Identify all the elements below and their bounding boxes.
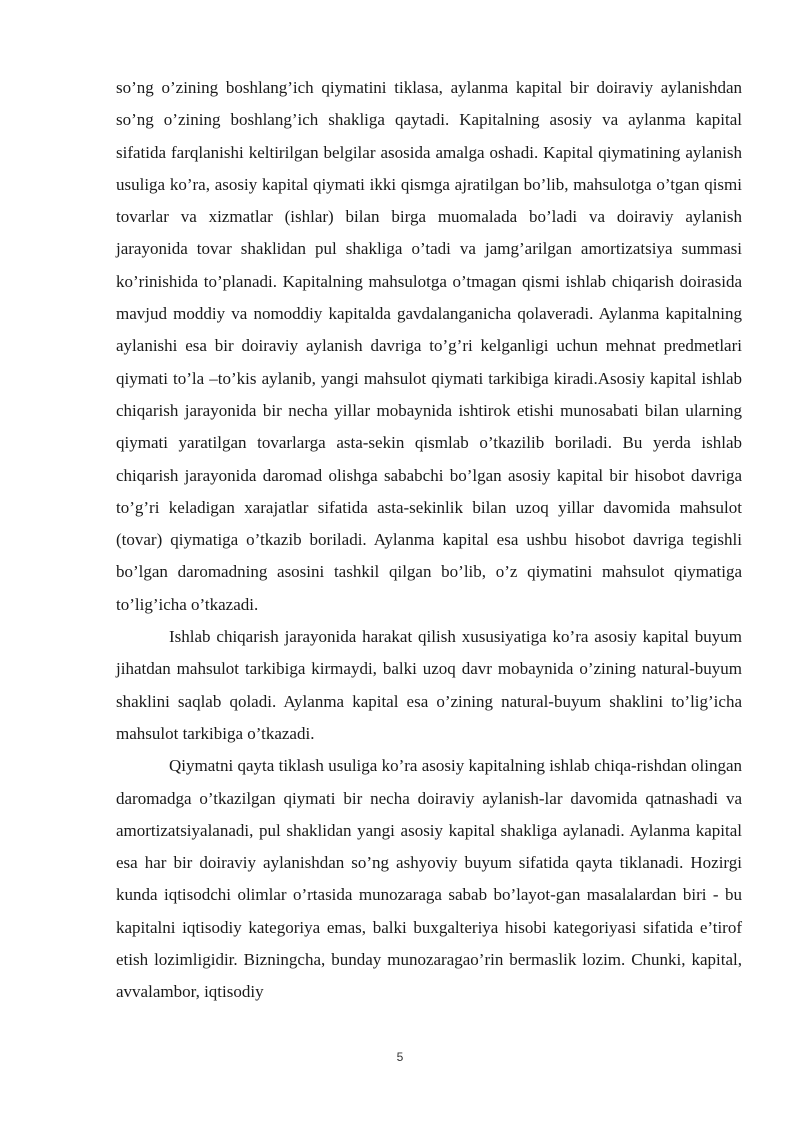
- body-text: [116, 72, 742, 1009]
- paragraph-1: so’ng o’zining boshlang’ich qiymatini tiklasa, aylanma kapital bir doiraviy aylanishdan so’ng o’zining boshlang’ich shakliga qaytadi. Kapitalning asosiy va aylanma kapital sifatida farqlanishi keltirilgan belgilar asosida amalga oshadi. Kapital qiymatining aylanish usuliga ko’ra, asosiy kapital qiymati ikki qismga ajratilgan bo’lib, mahsulotga o’tgan qismi tovarlar va xizmatlar (ishlar) bilan birga muomalada bo’ladi va doiraviy aylanish jarayonida tovar shaklidan pul shakliga o’tadi va jamg’arilgan amortizatsiya summasi ko’rinishida to’planadi. Kapitalning mahsulotga o’tmagan qismi ishlab chiqarish doirasida mavjud moddiy va nomoddiy kapitalda gavdalanganicha qolaveradi. Aylanma kapitalning aylanishi esa bir doiraviy aylanish davriga to’g’ri kelganligi uchun mehnat predmetlari qiymati to’la –to’kis aylanib, yangi mahsulot qiymati tarkibiga kiradi.Asosiy kapital ishlab chiqarish jarayonida bir necha yillar mobaynida ishtirok etishi munosabati bilan ularning qiymati yaratilgan tovarlarga asta-sekin qismlab o’tkazilib boriladi. Bu yerda ishlab chiqarish jarayonida daromad olishga sababchi bo’lgan asosiy kapital bir hisobot davriga to’g’ri keladigan xarajatlar sifatida asta-sekinlik bilan uzoq yillar davomida mahsulot (tovar) qiymatiga o’tkazib boriladi. Aylanma kapital esa ushbu hisobot davriga tegishli bo’lgan daromadning asosini tashkil qilgan bo’lib, o’z qiymatini mahsulot qiymatiga to’lig’icha o’tkazadi.: [116, 78, 742, 614]
- paragraph-3: Qiymatni qayta tiklash usuliga ko’ra asosiy kapitalning ishlab chiqa-rishdan olingan daromadga o’tkazilgan qiymati bir necha doiraviy aylanish-lar davomida qatnashadi va amortizatsiyalanadi, pul shaklidan yangi asosiy kapital shakliga aylanadi. Aylanma kapital esa har bir doiraviy aylanishdan so’ng ashyoviy buyum sifatida qayta tiklanadi. Hozirgi kunda iqtisodchi olimlar o’rtasida munozaraga sabab bo’layot-gan masalalardan biri - bu kapitalni iqtisodiy kategoriya emas, balki buxgalteriya hisobi kategoriyasi sifatida e’tirof etish lozimligidir. Bizningcha, bunday munozaragao’rin bermaslik lozim. Chunki, kapital, avvalambor, iqtisodiy: [116, 756, 742, 1002]
- page-number: 5: [396, 1050, 404, 1064]
- paragraph-2: Ishlab chiqarish jarayonida harakat qilish xususiyatiga ko’ra asosiy kapital buyum jihatdan mahsulot tarkibiga kirmaydi, balki uzoq davr mobaynida o’zining natural-buyum shaklini saqlab qoladi. Aylanma kapital esa o’zining natural-buyum shaklini to’lig’icha mahsulot tarkibiga o’tkazadi.: [116, 627, 742, 743]
